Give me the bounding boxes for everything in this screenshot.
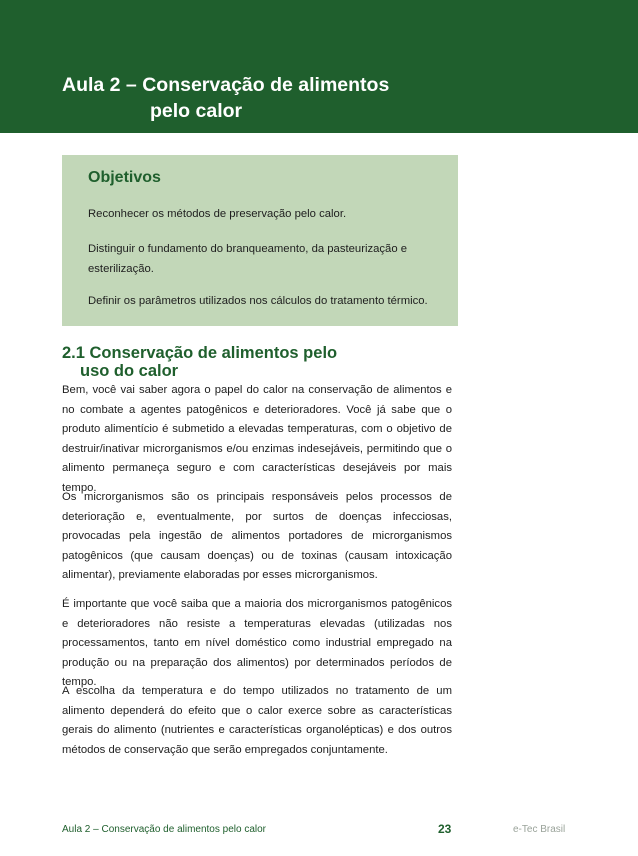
objective-item: Distinguir o fundamento do branqueamento, da pasteurização e esterilização. — [88, 243, 408, 275]
objectives-box — [62, 155, 458, 326]
body-paragraph: É importante que você saiba que a maioria dos microrganismos patogênicos e deterioradores não resiste a temperaturas elevadas (utilizadas nos processamentos, tanto em nível doméstico como industrial empregado na produção ou na preparação dos alimentos) por determinados períodos de tempo. — [62, 598, 452, 688]
chapter-title-line1: Aula 2 – Conservação de alimentos — [62, 74, 390, 96]
objective-item: Reconhecer os métodos de preservação pelo calor. — [88, 208, 347, 220]
section-title — [62, 344, 337, 380]
chapter-title-line2: pelo calor — [150, 100, 243, 122]
objectives-heading: Objetivos — [88, 169, 161, 186]
footer-chapter-label: Aula 2 – Conservação de alimentos pelo calor — [62, 824, 267, 835]
section-title-line2: uso do calor — [80, 362, 179, 380]
body-paragraph: Bem, você vai saber agora o papel do calor na conservação de alimentos e no combate a agentes patogênicos e deterioradores. Você já sabe que o produto alimentício é submetido a elevadas temperaturas, com o objetivo de destruir/inativar microrganismos e/ou enzimas indesejáveis, permitindo que o alimento permaneça seguro e com características desejáveis por mais tempo. — [62, 384, 452, 494]
page-number: 23 — [438, 822, 452, 836]
objective-item: Definir os parâmetros utilizados nos cálculos do tratamento térmico. — [88, 295, 428, 307]
footer-brand: e-Tec Brasil — [513, 824, 566, 835]
chapter-title — [62, 72, 389, 124]
body-paragraph: Os microrganismos são os principais responsáveis pelos processos de deterioração e, eventualmente, por surtos de doenças infecciosas, provocadas pela ingestão de alimentos portadores de microrganismos patogênicos (que causam doenças) ou de toxinas (causam intoxicação alimentar), previamente elaboradas por esses microrganismos. — [62, 491, 452, 581]
section-title-line1: 2.1 Conservação de alimentos pelo — [62, 344, 338, 362]
body-paragraph: A escolha da temperatura e do tempo utilizados no tratamento de um alimento dependerá do efeito que o calor exerce sobre as características gerais do alimento (nutrientes e características organolépticas) e dos outros métodos de conservação que serão empregados conjuntamente. — [62, 685, 452, 756]
